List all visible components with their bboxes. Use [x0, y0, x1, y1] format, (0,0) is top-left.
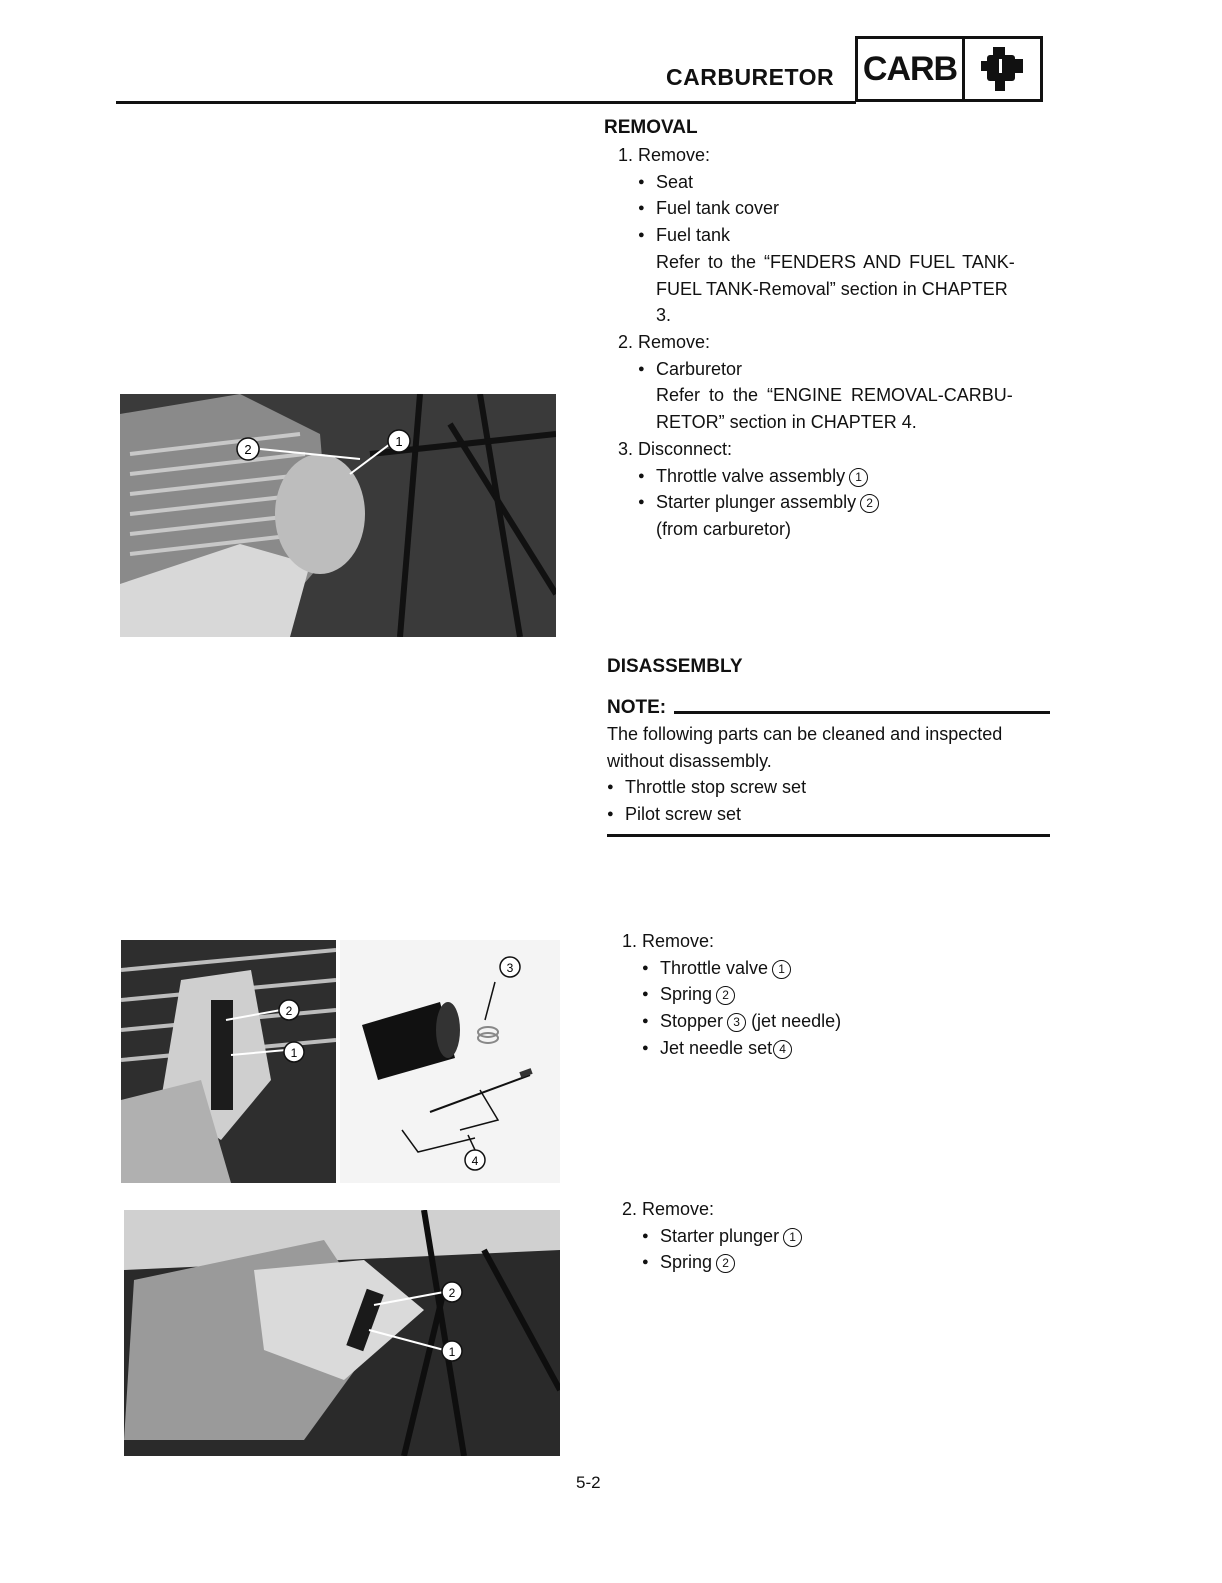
carburetor-icon: [965, 39, 1040, 99]
list-item: ● Fuel tank cover: [638, 195, 1015, 222]
photo-carburetor-removal: [120, 394, 556, 637]
removal-step-2: [618, 329, 1013, 436]
page-title: CARBURETOR: [666, 64, 835, 90]
note-rule-top: [674, 711, 1050, 714]
header-rule: [116, 101, 856, 104]
removal-step-1: [618, 142, 1015, 329]
step-label: 1. Remove:: [622, 931, 715, 951]
refer-text: RETOR” section in CHAPTER 4.: [656, 412, 917, 433]
list-item: ● Throttle valve assembly 1: [638, 463, 879, 490]
parts-illustration: [340, 940, 560, 1183]
photo3-callout-1: 1: [448, 1345, 456, 1359]
list-item: ● Throttle valve 1: [642, 955, 841, 982]
list-item: ● Throttle stop screw set: [607, 774, 1050, 801]
page-number: 5-2: [576, 1473, 601, 1492]
list-item: ● Starter plunger assembly 2: [638, 489, 879, 516]
step-label: 2. Remove:: [618, 332, 711, 352]
callout-4: 4: [773, 1040, 792, 1059]
removal-step-3: [618, 436, 879, 543]
callout-1: 1: [772, 960, 791, 979]
list-item: ● Seat: [638, 169, 1015, 196]
refer-text: Refer to the “FENDERS AND FUEL TANK-: [656, 251, 1015, 272]
list-note: (from carburetor): [656, 519, 792, 540]
parts-callout-3: 3: [506, 961, 514, 975]
callout-2: 2: [860, 494, 879, 513]
list-item: ● Jet needle set 4: [642, 1035, 841, 1062]
refer-text: FUEL TANK-Removal” section in CHAPTER: [656, 278, 1008, 299]
refer-text: 3.: [656, 305, 672, 326]
step-label: 2. Remove:: [622, 1199, 715, 1219]
disassembly-step-2: [622, 1196, 802, 1276]
list-item: ● Pilot screw set: [607, 801, 1050, 828]
refer-text: Refer to the “ENGINE REMOVAL-CARBU-: [656, 385, 1013, 406]
photo-throttle-valve: [121, 940, 336, 1183]
photo2-callout-2: 2: [285, 1004, 293, 1018]
disassembly-step-1: [622, 928, 841, 1062]
callout-3: 3: [727, 1013, 746, 1032]
photo-starter-plunger: [124, 1210, 560, 1456]
parts-callout-4: 4: [471, 1154, 479, 1168]
list-item: ● Spring 2: [642, 981, 841, 1008]
list-item: ● Carburetor: [638, 356, 1013, 383]
step-label: 3. Disconnect:: [618, 439, 733, 459]
list-item: ● Fuel tank: [638, 222, 1015, 249]
callout-1: 1: [783, 1228, 802, 1247]
callout-1: 1: [849, 468, 868, 487]
list-item: ● Spring 2: [642, 1249, 802, 1276]
section-tab: [855, 36, 1043, 102]
photo1-callout-2: 2: [244, 442, 252, 457]
disassembly-heading: DISASSEMBLY: [607, 656, 743, 677]
note-label: NOTE:: [607, 697, 667, 718]
photo1-callout-1: 1: [395, 434, 403, 449]
note-text: The following parts can be cleaned and inspected: [607, 724, 1003, 744]
note-box: [607, 697, 1050, 837]
removal-heading: REMOVAL: [604, 117, 698, 138]
callout-2: 2: [716, 1254, 735, 1273]
photo3-callout-2: 2: [448, 1286, 456, 1300]
section-code: CARB: [858, 39, 965, 99]
step-label: 1. Remove:: [618, 145, 711, 165]
list-item: ● Stopper 3 (jet needle): [642, 1008, 841, 1035]
photo2-callout-1: 1: [290, 1046, 298, 1060]
note-rule-bottom: [607, 834, 1050, 837]
note-text: without disassembly.: [607, 750, 772, 771]
callout-2: 2: [716, 986, 735, 1005]
list-item: ● Starter plunger 1: [642, 1223, 802, 1250]
